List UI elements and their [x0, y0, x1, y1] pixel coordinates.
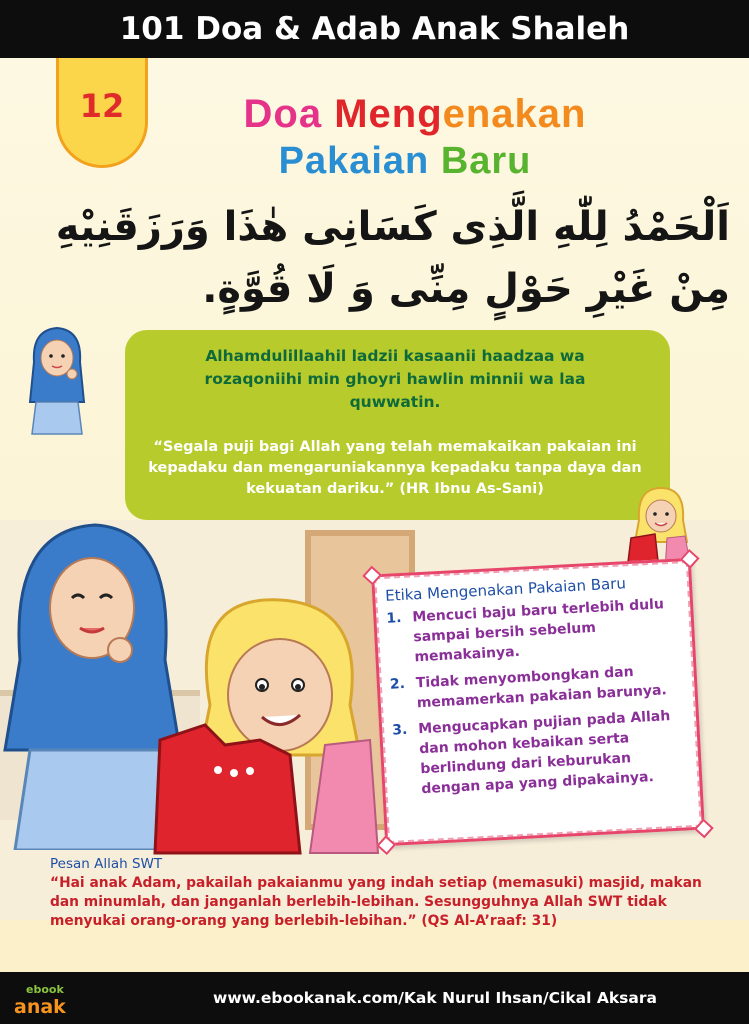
latin-transliteration: Alhamdulillaahil ladzii kasaanii haadzaa wa rozaqoniihi min ghoyri hawlin minnii wa laa quwwatin.: [204, 347, 586, 411]
list-item: [389, 660, 681, 715]
prayer-title-line2: [220, 140, 590, 183]
list-item-text: Mencuci baju baru terlebih dulu sampai bersih sebelum memakainya.: [411, 596, 665, 666]
logo-text-top: ebook: [26, 983, 64, 996]
girl-thinking-illustration: [22, 322, 92, 437]
title-word-baru: Baru: [440, 140, 532, 182]
page-number: 12: [79, 86, 125, 125]
list-item-text: Tidak menyombongkan dan memamerkan pakaian barunya.: [415, 663, 668, 712]
title-word-enakan: enakan: [442, 92, 587, 136]
pesan-text: “Hai anak Adam, pakailah pakaianmu yang indah setiap (memasuki) masjid, makan dan minumlah, dan janganlah berlebih-lebihan. Sesungguhnya Allah SWT tidak menyukai orang-orang yang berlebih-lebihan.” (QS Al-A’raaf: 31): [50, 875, 702, 929]
list-item-number: 2.: [389, 675, 406, 693]
prayer-translation: “Segala puji bagi Allah yang telah memakaikan pakaian ini kepadaku dan mengaruniakannya kepadaku tanpa daya dan kekuatan dariku.” (HR Ibnu As-Sani): [148, 439, 642, 497]
etika-card: [371, 558, 705, 846]
ebookanak-logo: [12, 980, 72, 1018]
page-number-badge: [56, 58, 148, 168]
etika-list: [386, 594, 686, 807]
list-item-number: 3.: [391, 721, 408, 739]
list-item-text: Mengucapkan pujian pada Allah dan mohon kebaikan serta berlindung dari keburukan dengan apa yang dipakainya.: [417, 708, 671, 798]
title-word-doa: Doa: [243, 92, 335, 136]
pesan-title: Pesan Allah SWT: [50, 856, 163, 872]
list-item: [392, 706, 686, 801]
title-word-pakaian: Pakaian: [278, 140, 441, 182]
book-title-bar: [0, 0, 749, 58]
logo-text-bottom: anak: [14, 996, 66, 1018]
etika-title: Etika Mengenakan Pakaian Baru: [384, 574, 627, 605]
prayer-title-line1: [205, 92, 625, 137]
footer-credit-text: www.ebookanak.com/Kak Nurul Ihsan/Cikal Aksara: [213, 989, 657, 1007]
child-holding-shirt-illustration: [150, 595, 380, 855]
arabic-prayer-text: اَلْحَمْدُ لِلّٰهِ الَّذِى كَسَانِى هٰذَا وَرَزَقَنِيْهِ مِنْ غَيْرِ حَوْلٍ مِنِّى وَ لَا قُوَّةٍ.: [55, 204, 730, 312]
title-word-meng: Meng: [334, 92, 443, 136]
book-title: 101 Doa & Adab Anak Shaleh: [119, 11, 630, 47]
list-item-number: 1.: [386, 610, 402, 627]
